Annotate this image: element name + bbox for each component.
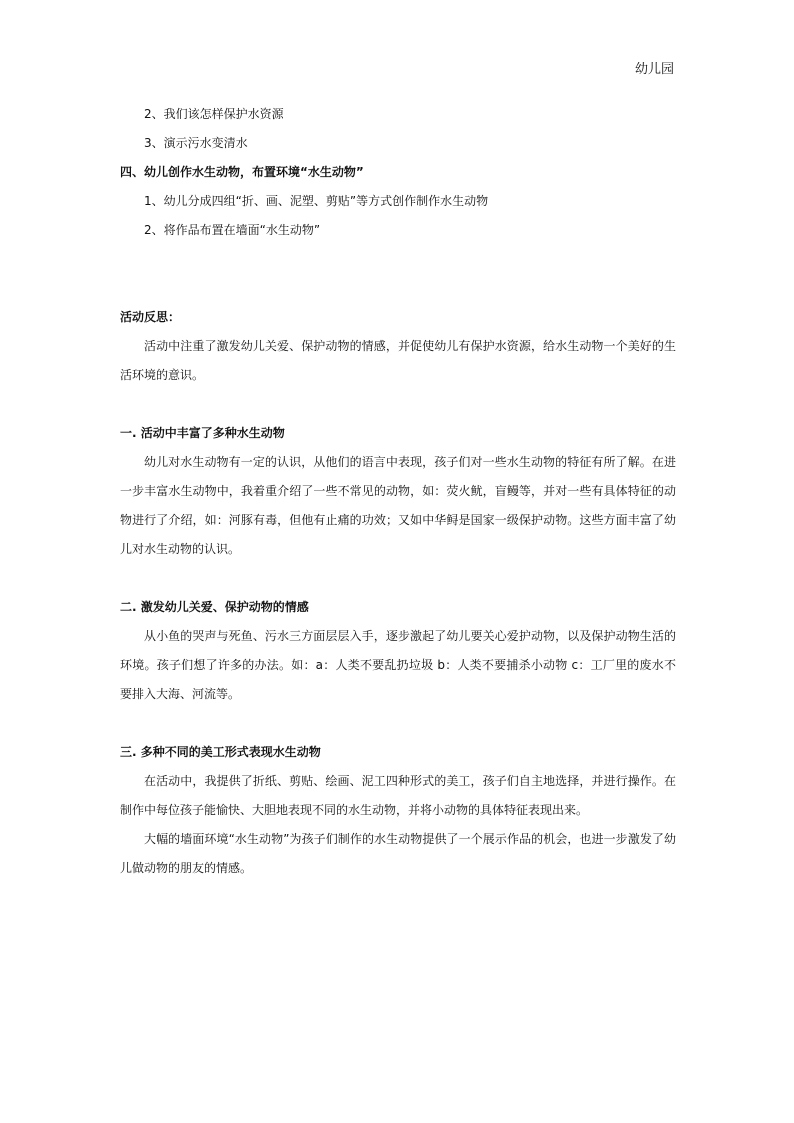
page-header: 幼儿园 <box>634 62 674 77</box>
paragraph: 幼儿对水生动物有一定的认识，从他们的语言中表现，孩子们对一些水生动物的特征有所了解。在进一步丰富水生动物中，我着重介绍了一些不常见的动物，如：荧火鱿，盲鳗等，并对一些有具体特征的动物进行了介绍，如：河豚有毒，但他有止痛的功效；又如中华鲟是国家一级保护动物。这些方面丰富了幼儿对水生动物的认识。 <box>120 455 676 556</box>
section-heading: 四、幼儿创作水生动物，布置环境“水生动物” <box>120 165 364 179</box>
paragraph: 从小鱼的哭声与死鱼、污水三方面层层入手，逐步激起了幼儿要关心爱护动物，以及保护动物生活的环境。孩子们想了许多的办法。如：a：人类不要乱扔垃圾 b：人类不要捕杀小动物 c：工厂里的废水不要排入大海、河流等。 <box>120 629 676 701</box>
reflection-title: 活动反思： <box>120 310 181 324</box>
paragraph: 在活动中，我提供了折纸、剪贴、绘画、泥工四种形式的美工，孩子们自主地选择，并进行操作。在制作中每位孩子能愉快、大胆地表现不同的水生动物，并将小动物的具体特征表现出来。 <box>120 774 676 817</box>
point-heading: 二. 激发幼儿关爱、保护动物的情感 <box>120 600 309 614</box>
document-body <box>120 100 676 883</box>
paragraph: 活动中注重了激发幼儿关爱、保护动物的情感，并促使幼儿有保护水资源，给水生动物一个美好的生活环境的意识。 <box>120 339 676 382</box>
list-item: 1、幼儿分成四组“折、画、泥塑、剪贴”等方式创作制作水生动物 <box>144 194 489 208</box>
paragraph: 大幅的墙面环境“水生动物”为孩子们制作的水生动物提供了一个展示作品的机会，也进一步激发了幼儿做动物的朋友的情感。 <box>120 832 676 875</box>
list-item: 3、演示污水变清水 <box>144 136 248 150</box>
point-heading: 三. 多种不同的美工形式表现水生动物 <box>120 745 321 759</box>
point-heading: 一. 活动中丰富了多种水生动物 <box>120 426 285 440</box>
list-item: 2、我们该怎样保护水资源 <box>144 107 284 121</box>
list-item: 2、将作品布置在墙面“水生动物” <box>144 223 321 237</box>
